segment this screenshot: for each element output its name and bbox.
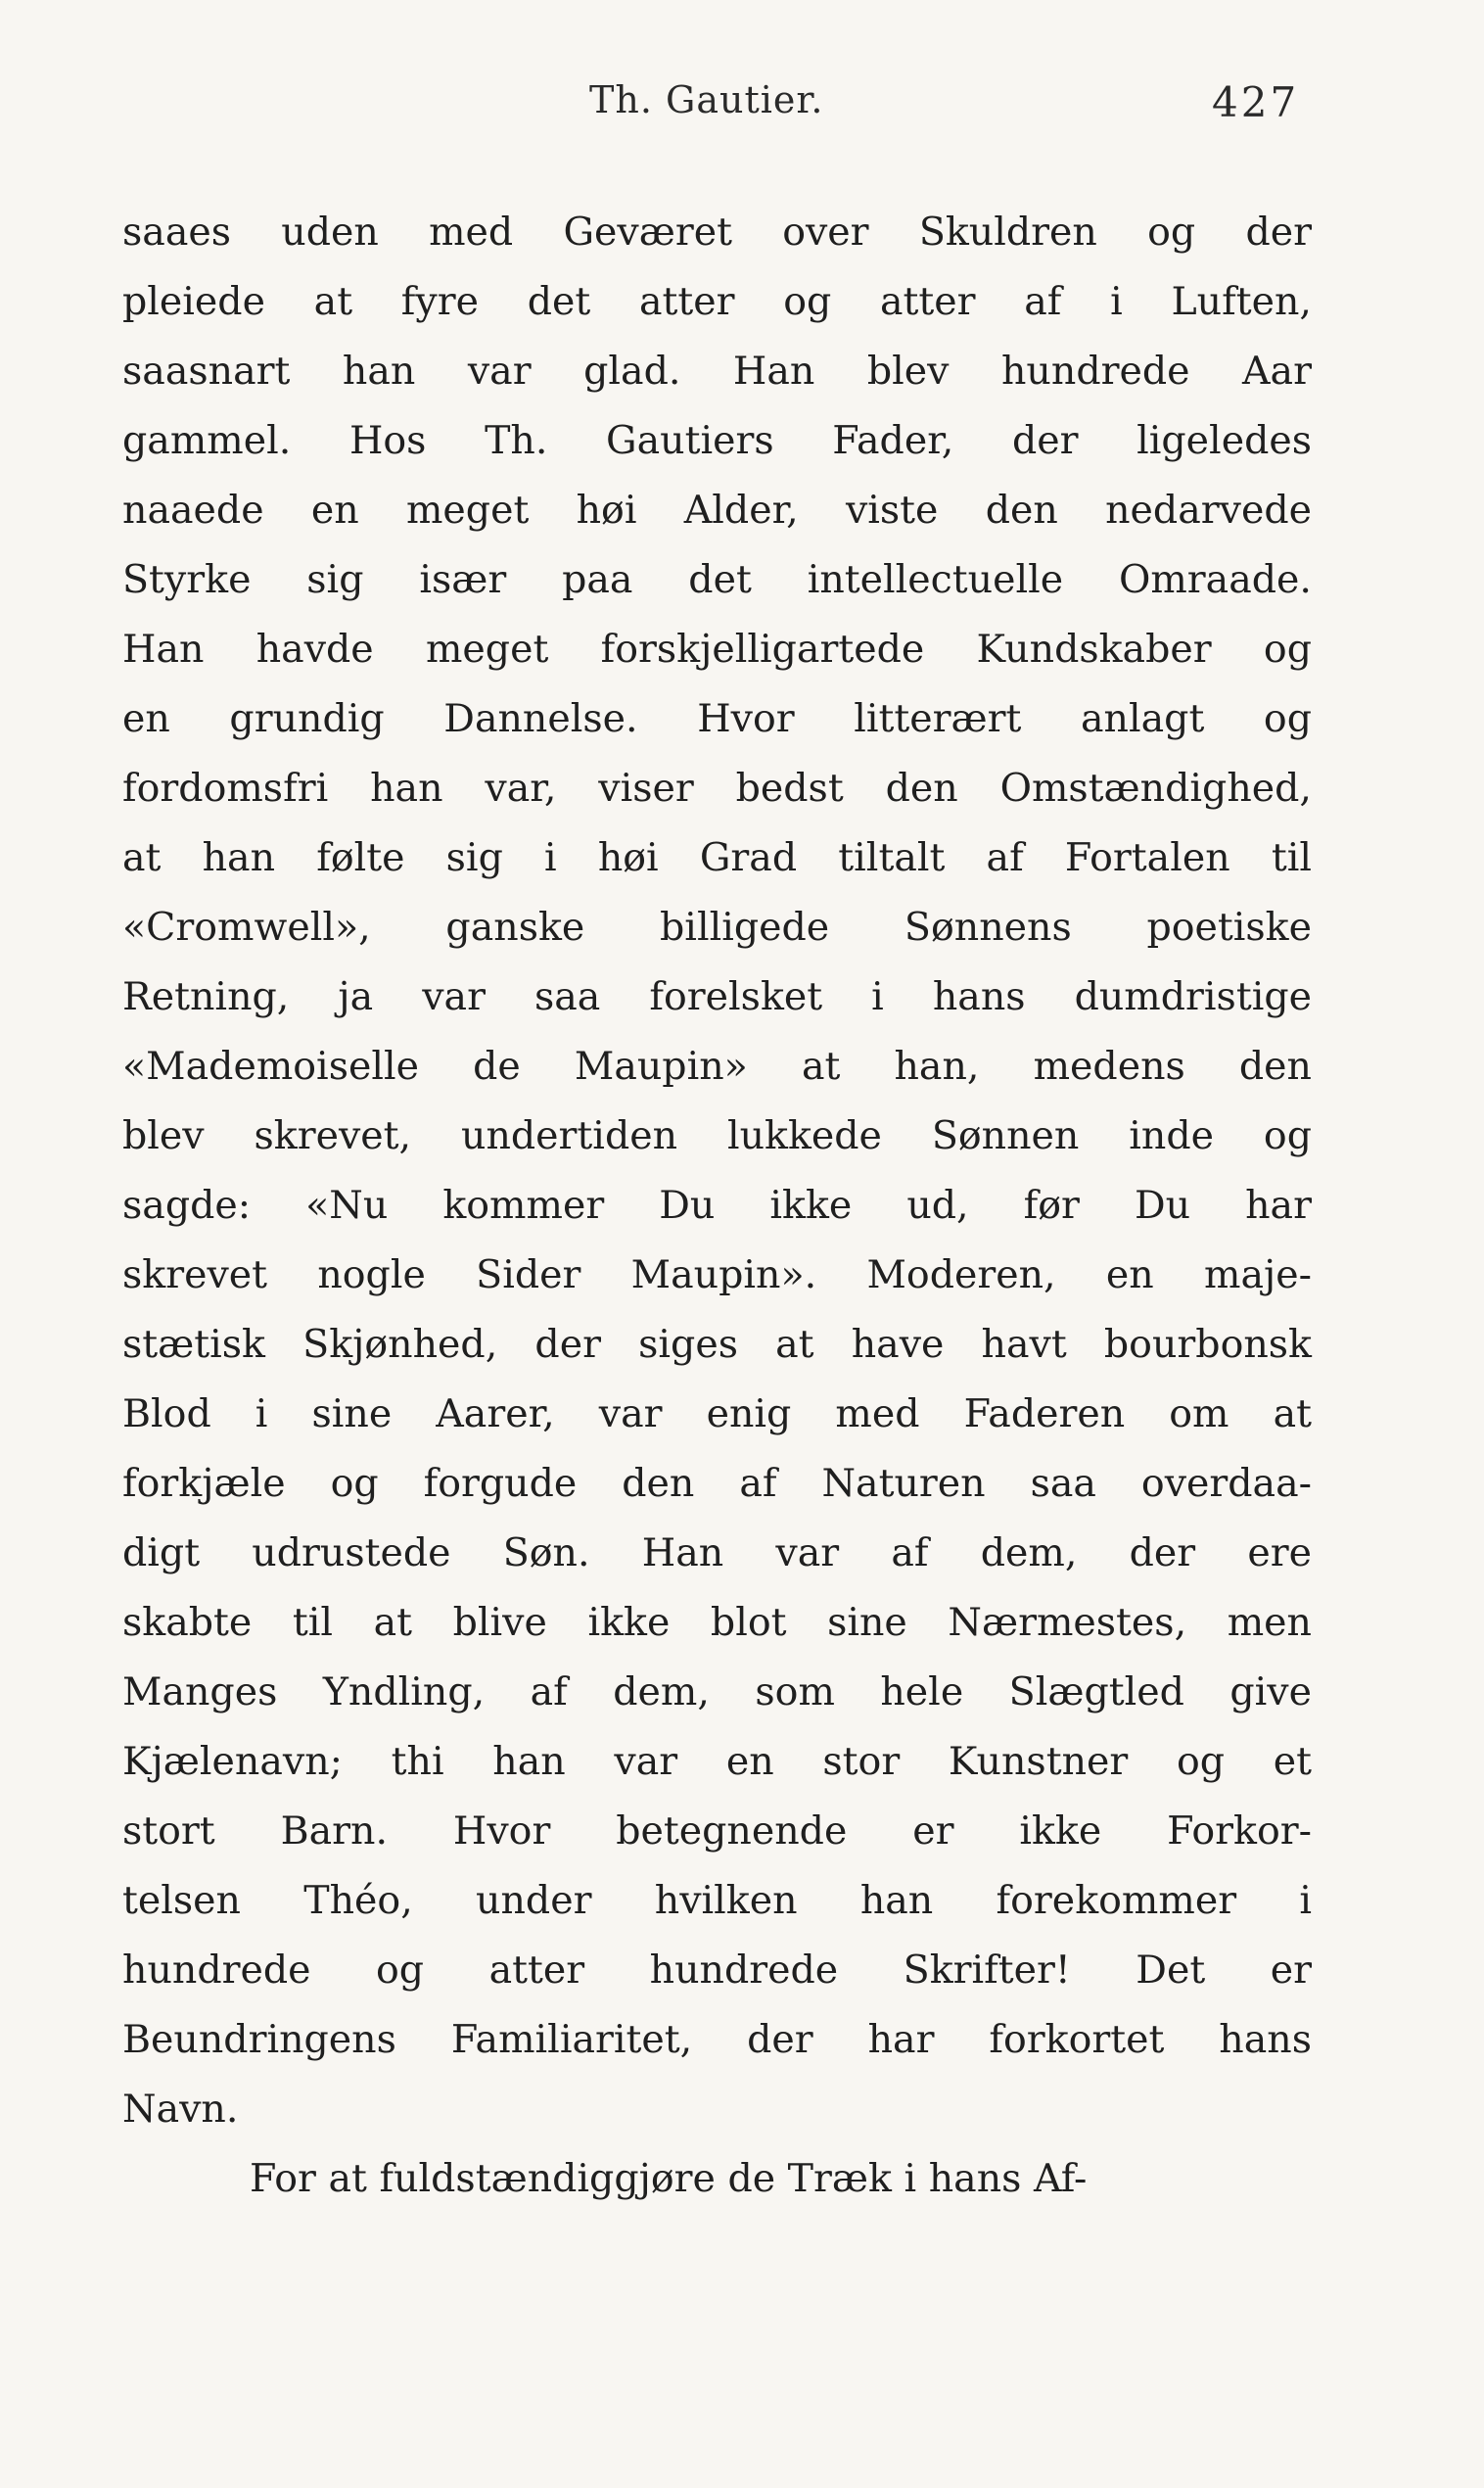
body-text — [122, 198, 1312, 2214]
text-line: pleiede at fyre det atter og atter af i Luften, — [122, 279, 1312, 324]
text-line: Han havde meget forskjelligartede Kundskaber og — [122, 627, 1312, 672]
text-line: at han følte sig i høi Grad tiltalt af Fortalen til — [122, 835, 1312, 880]
running-head-author: Th. Gautier. — [589, 78, 824, 121]
text-line: skrevet nogle Sider Maupin». Moderen, en maje- — [122, 1252, 1312, 1297]
text-line: en grundig Dannelse. Hvor litterært anlagt og — [122, 696, 1312, 741]
text-line: skabte til at blive ikke blot sine Nærmestes, men — [122, 1600, 1312, 1645]
running-head — [0, 78, 1484, 137]
text-line: forkjæle og forgude den af Naturen saa overdaa- — [122, 1461, 1312, 1506]
page-number: 427 — [1212, 78, 1300, 126]
text-line: Kjælenavn; thi han var en stor Kunstner og et — [122, 1739, 1312, 1784]
text-line: «Cromwell», ganske billigede Sønnens poetiske — [122, 905, 1312, 950]
text-line-paragraph-start: For at fuldstændiggjøre de Træk i hans Af- — [250, 2156, 1088, 2201]
text-line: stætisk Skjønhed, der siges at have havt bourbonsk — [122, 1322, 1312, 1367]
text-line: gammel. Hos Th. Gautiers Fader, der ligeledes — [122, 418, 1312, 463]
text-line: Styrke sig især paa det intellectuelle Omraade. — [122, 557, 1312, 602]
text-line: Blod i sine Aarer, var enig med Faderen om at — [122, 1391, 1312, 1436]
text-line: hundrede og atter hundrede Skrifter! Det er — [122, 1948, 1312, 1993]
text-line: Beundringens Familiaritet, der har forkortet hans — [122, 2017, 1312, 2062]
text-line: sagde: «Nu kommer Du ikke ud, før Du har — [122, 1183, 1312, 1228]
text-line: fordomsfri han var, viser bedst den Omstændighed, — [122, 766, 1312, 811]
text-line: blev skrevet, undertiden lukkede Sønnen inde og — [122, 1113, 1312, 1158]
text-line: naaede en meget høi Alder, viste den nedarvede — [122, 488, 1312, 533]
text-line: digt udrustede Søn. Han var af dem, der ere — [122, 1530, 1312, 1575]
text-line: telsen Théo, under hvilken han forekommer i — [122, 1878, 1312, 1923]
text-line: «Mademoiselle de Maupin» at han, medens den — [122, 1044, 1312, 1089]
text-line: stort Barn. Hvor betegnende er ikke Forkor- — [122, 1808, 1312, 1854]
text-line: Retning, ja var saa forelsket i hans dumdristige — [122, 974, 1312, 1019]
text-line-paragraph-end: Navn. — [122, 2087, 239, 2132]
text-line: saaes uden med Geværet over Skuldren og der — [122, 210, 1312, 255]
text-line: saasnart han var glad. Han blev hundrede Aar — [122, 349, 1312, 394]
text-line: Manges Yndling, af dem, som hele Slægtled give — [122, 1669, 1312, 1714]
